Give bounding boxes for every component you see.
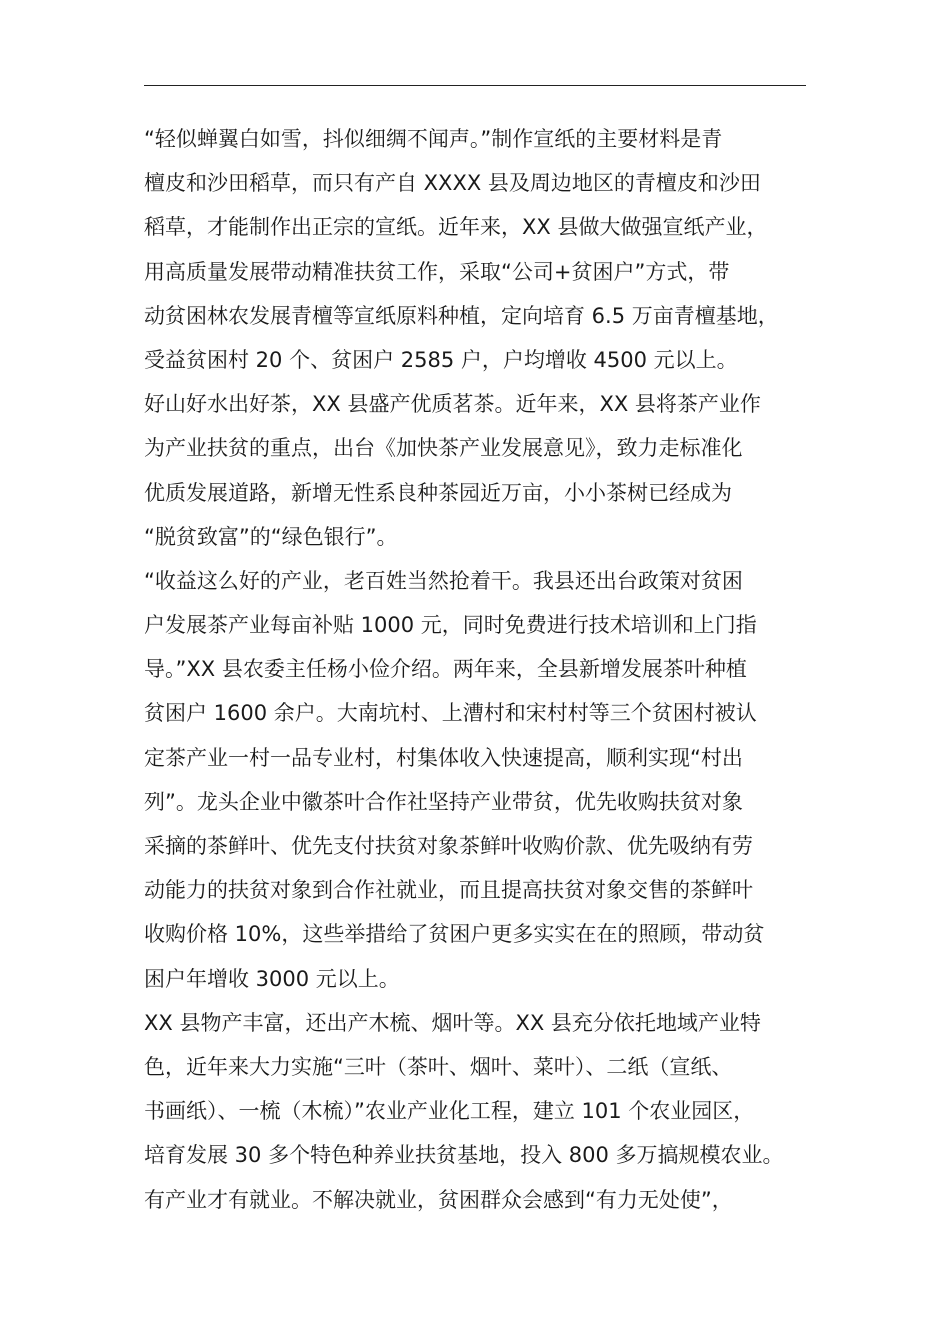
text-line: 为产业扶贫的重点，出台《加快茶产业发展意见》，致力走标准化 (144, 436, 743, 461)
text-line: 动贫困林农发展青檀等宣纸原料种植，定向培育 6.5 万亩青檀基地， (144, 303, 779, 328)
text-line: 好山好水出好茶，XX 县盛产优质茗茶。近年来，XX 县将茶产业作 (144, 392, 761, 417)
text-line: 采摘的茶鲜叶、优先支付扶贫对象茶鲜叶收购价款、优先吸纳有劳 (144, 834, 753, 858)
header-rule (144, 85, 806, 86)
text-line: “脱贫致富”的“绿色银行”。 (144, 524, 398, 549)
text-line: 培育发展 30 多个特色种养业扶贫基地，投入 800 多万搞规模农业。 (144, 1143, 784, 1168)
text-line: 有产业才有就业。不解决就业，贫困群众会感到“有力无处使”， (144, 1187, 733, 1212)
text-line: 动能力的扶贫对象到合作社就业，而且提高扶贫对象交售的茶鲜叶 (144, 878, 753, 903)
text-line: 贫困户 1600 余户。大南坑村、上漕村和宋村村等三个贫困村被认 (144, 701, 757, 726)
body-text (144, 117, 810, 1222)
text-line: 定茶产业一村一品专业村，村集体收入快速提高，顺利实现“村出 (144, 745, 743, 770)
text-line: 稻草，才能制作出正宗的宣纸。近年来，XX 县做大做强宣纸产业， (144, 215, 768, 240)
text-line: 书画纸）、一梳（木梳）”农业产业化工程，建立 101 个农业园区， (144, 1099, 755, 1124)
text-line: “收益这么好的产业，老百姓当然抢着干。我县还出台政策对贫困 (144, 568, 743, 593)
text-line: 列”。龙头企业中徽茶叶合作社坚持产业带贫，优先收购扶贫对象 (144, 789, 743, 814)
text-line: 色，近年来大力实施“三叶（茶叶、烟叶、菜叶）、二纸（宣纸、 (144, 1054, 733, 1079)
text-line: “轻似蝉翼白如雪，抖似细绸不闻声。”制作宣纸的主要材料是青 (144, 127, 723, 151)
text-line: XX 县物产丰富，还出产木梳、烟叶等。XX 县充分依托地域产业特 (144, 1010, 761, 1035)
text-line: 用高质量发展带动精准扶贫工作，采取“公司+贫困户”方式，带 (144, 259, 730, 284)
text-line: 困户年增收 3000 元以上。 (144, 966, 400, 991)
text-line: 户发展茶产业每亩补贴 1000 元，同时免费进行技术培训和上门指 (144, 613, 757, 638)
text-line: 受益贫困村 20 个、贫困户 2585 户，户均增收 4500 元以上。 (144, 347, 738, 372)
text-line: 檀皮和沙田稻草，而只有产自 XXXX 县及周边地区的青檀皮和沙田 (144, 171, 761, 196)
text-line: 导。”XX 县农委主任杨小俭介绍。两年来，全县新增发展茶叶种植 (144, 657, 747, 682)
text-line: 优质发展道路，新增无性系良种茶园近万亩，小小茶树已经成为 (144, 480, 732, 505)
text-line: 收购价格 10%，这些举措给了贫困户更多实实在在的照顾，带动贫 (144, 922, 765, 947)
